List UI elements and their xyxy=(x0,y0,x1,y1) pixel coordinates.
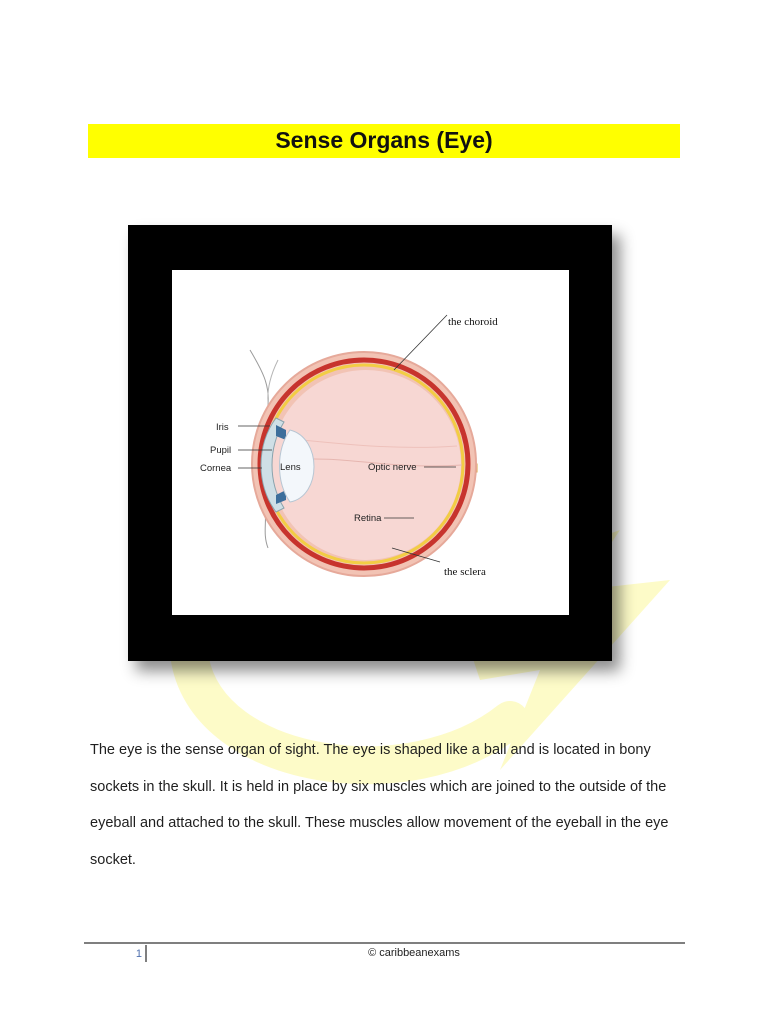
page-title: Sense Organs (Eye) xyxy=(275,127,493,153)
label-sclera: the sclera xyxy=(444,566,486,578)
label-lens: Lens xyxy=(280,462,301,473)
label-optic-nerve: Optic nerve xyxy=(368,462,417,473)
footer-divider xyxy=(84,942,685,944)
label-iris: Iris xyxy=(216,422,229,433)
title-bar xyxy=(88,124,680,158)
label-cornea: Cornea xyxy=(200,463,232,474)
label-pupil: Pupil xyxy=(210,445,232,456)
label-choroid: the choroid xyxy=(448,316,498,328)
body-paragraph: The eye is the sense organ of sight. The eye is shaped like a ball and is located in bony sockets in the skull. It is held in place by six muscles which are joined to the outside of the eyeball and attached to the skull. These muscles allow movement of the eyeball in the eye socket. xyxy=(90,742,669,868)
footer-copyright: © caribbeanexams xyxy=(368,947,460,959)
footer-divider-tick xyxy=(145,945,147,962)
eye-diagram-drawing xyxy=(172,270,569,615)
figure-frame xyxy=(128,225,612,661)
page-number: 1 xyxy=(135,948,142,960)
eye-diagram xyxy=(172,270,569,615)
label-retina: Retina xyxy=(354,513,382,524)
